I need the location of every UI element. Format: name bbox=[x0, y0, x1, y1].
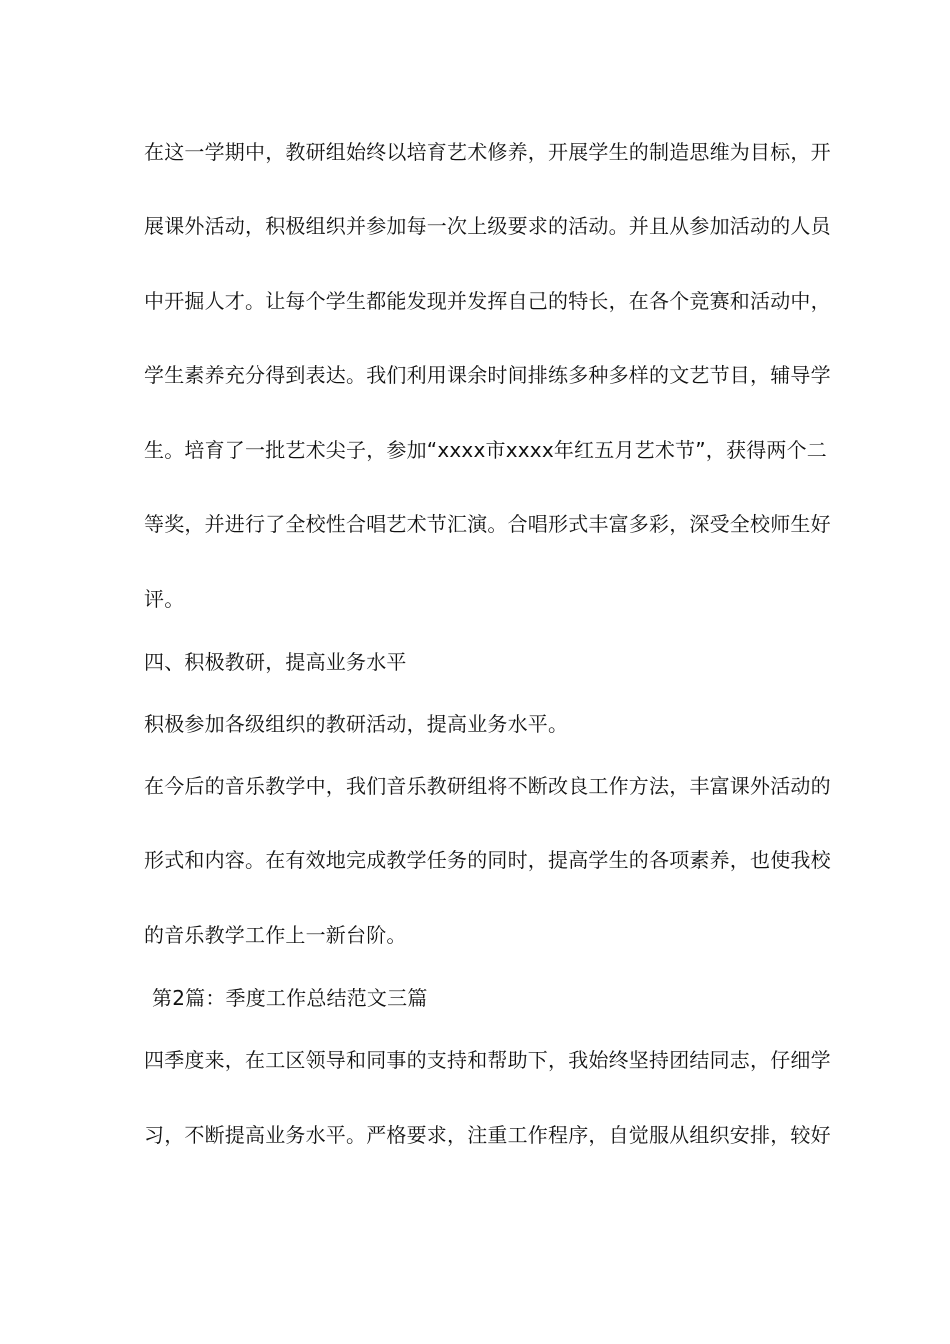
paragraph-line: 评。 bbox=[144, 587, 185, 611]
paragraph-line: 的音乐教学工作上一新台阶。 bbox=[144, 923, 407, 947]
paragraph-line: 学生素养充分得到表达。我们利用课余时间排练多种多样的文艺节目，辅导学 bbox=[144, 363, 831, 387]
paragraph-line: 形式和内容。在有效地完成教学任务的同时，提高学生的各项素养，也使我校 bbox=[144, 848, 831, 872]
section-heading: 四、积极教研，提高业务水平 bbox=[144, 650, 407, 674]
paragraph-line: 展课外活动，积极组织并参加每一次上级要求的活动。并且从参加活动的人员 bbox=[144, 214, 831, 238]
section-text: 积极参加各级组织的教研活动，提高业务水平。 bbox=[144, 712, 569, 736]
paragraph-line: 四季度来，在工区领导和同事的支持和帮助下，我始终坚持团结同志，仔细学 bbox=[144, 1048, 831, 1072]
article-title: 第2篇：季度工作总结范文三篇 bbox=[152, 986, 428, 1010]
paragraph-line: 等奖，并进行了全校性合唱艺术节汇演。合唱形式丰富多彩，深受全校师生好 bbox=[144, 512, 831, 536]
paragraph-line: 在今后的音乐教学中，我们音乐教研组将不断改良工作方法，丰富课外活动的 bbox=[144, 774, 831, 798]
paragraph-line: 中开掘人才。让每个学生都能发现并发挥自己的特长，在各个竞赛和活动中， bbox=[144, 289, 831, 313]
paragraph-line: 习，不断提高业务水平。严格要求，注重工作程序，自觉服从组织安排，较好 bbox=[144, 1123, 831, 1147]
paragraph-line: 生。培育了一批艺术尖子，参加“xxxx市xxxx年红五月艺术节”，获得两个二 bbox=[144, 438, 828, 462]
paragraph-line: 在这一学期中，教研组始终以培育艺术修养，开展学生的制造思维为目标，开 bbox=[144, 140, 831, 164]
